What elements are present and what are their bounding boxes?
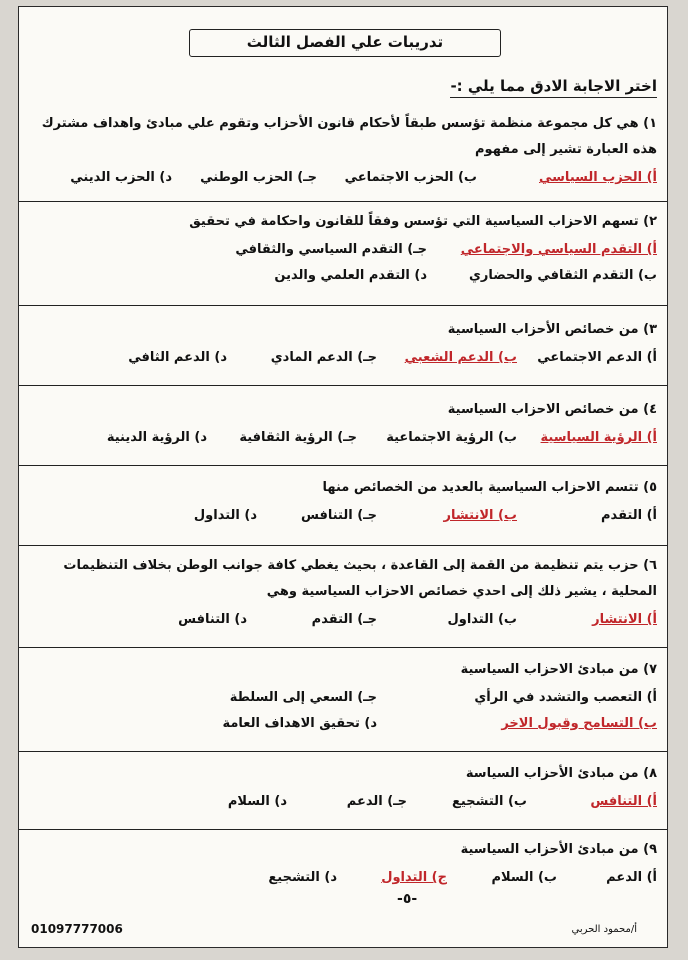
question-6 [19,555,667,641]
question-2 [19,211,667,297]
option-a: أ) الدعم الاجتماعي [537,350,657,365]
option-d: د) التقدم العلمي والدين [274,268,427,283]
option-c: جـ) الحزب الوطني [200,170,317,185]
question-stem: ٢) تسهم الاحزاب السياسية التي تؤسس وفقاً للقانون واحكامة في تحقيق [189,214,657,229]
page-title: تدريبات علي الفصل الثالث [189,29,501,57]
option-c: ج) التداول [381,870,447,885]
page-number: -٥- [397,891,418,907]
divider [19,385,667,386]
option-a: أ) التنافس [590,794,657,809]
option-d: د) تحقيق الاهداف العامة [222,716,377,731]
worksheet-page [18,6,668,948]
option-b: ب) السلام [491,870,557,885]
option-c: جـ) التنافس [300,508,377,523]
option-a: أ) التقدم [601,508,657,523]
question-stem: ٣) من خصائص الأحزاب السياسية [447,322,657,337]
option-b: ب) التسامح وقبول الاخر [501,716,657,731]
question-stem: ١) هي كل مجموعة منظمة تؤسس طبقاً لأحكام قانون الأحزاب وتقوم علي مبادئ واهداف مشترك [41,116,657,131]
option-b: ب) التداول [447,612,517,627]
option-a: أ) التعصب والتشدد في الرأي [474,690,657,705]
option-b: ب) الحزب الاجتماعي [344,170,477,185]
question-4 [19,399,667,459]
instruction-heading: اختر الاجابة الادق مما يلي :- [450,77,657,98]
question-stem: ٨) من مبادئ الأحزاب السياسة [465,766,657,781]
option-d: د) السلام [227,794,287,809]
option-d: د) التشجيع [268,870,337,885]
divider [19,201,667,202]
phone-number: 01097777006 [31,922,123,936]
question-8 [19,763,667,823]
question-7 [19,659,667,745]
option-d: د) الدعم الثافي [128,350,227,365]
option-b: ب) الانتشار [443,508,517,523]
question-3 [19,319,667,379]
option-a: أ) التقدم السياسي والاجتماعي [460,242,657,257]
option-a: أ) الدعم [606,870,657,885]
divider [19,465,667,466]
option-b: ب) التشجيع [452,794,527,809]
question-stem-line-2: هذه العبارة تشير إلى مفهوم [475,142,657,157]
question-stem: ٦) حزب يتم تنظيمة من القمة إلى القاعدة ، بحيث يغطي كافة جوانب الوطن بخلاف التنظيمات [63,558,657,573]
option-b: ب) التقدم الثقافي والحضاري [468,268,657,283]
author-name: أ/محمود الحربي [571,924,637,935]
option-b: ب) الرؤية الاجتماعية [386,430,517,445]
option-c: جـ) التقدم [311,612,377,627]
question-stem: ٥) تتسم الاحزاب السياسية بالعديد من الخصائص منها [322,480,657,495]
option-d: د) الحزب الديني [70,170,172,185]
divider [19,751,667,752]
question-1 [19,113,667,199]
question-stem-line-2: المحلية ، يشير ذلك إلى احدي خصائص الاحزاب السياسية وهي [266,584,657,599]
option-c: جـ) التقدم السياسي والثقافي [235,242,427,257]
option-a: أ) الحزب السياسي [539,170,657,185]
option-c: جـ) الدعم [346,794,407,809]
option-d: د) الرؤية الدينية [106,430,207,445]
question-9 [19,839,667,899]
option-c: جـ) السعي إلى السلطة [229,690,377,705]
divider [19,305,667,306]
option-d: د) التداول [193,508,257,523]
question-stem: ٧) من مبادئ الاحزاب السياسية [460,662,657,677]
option-c: جـ) الرؤية الثقافية [239,430,357,445]
question-5 [19,477,667,537]
divider [19,647,667,648]
divider [19,545,667,546]
option-b: ب) الدعم الشعبي [404,350,517,365]
option-c: جـ) الدعم المادي [270,350,377,365]
option-d: د) التنافس [178,612,247,627]
question-stem: ٩) من مبادئ الأحزاب السياسية [460,842,657,857]
option-a: أ) الانتشار [592,612,657,627]
question-stem: ٤) من خصائص الاحزاب السياسية [447,402,657,417]
divider [19,829,667,830]
option-a: أ) الرؤية السياسية [540,430,657,445]
